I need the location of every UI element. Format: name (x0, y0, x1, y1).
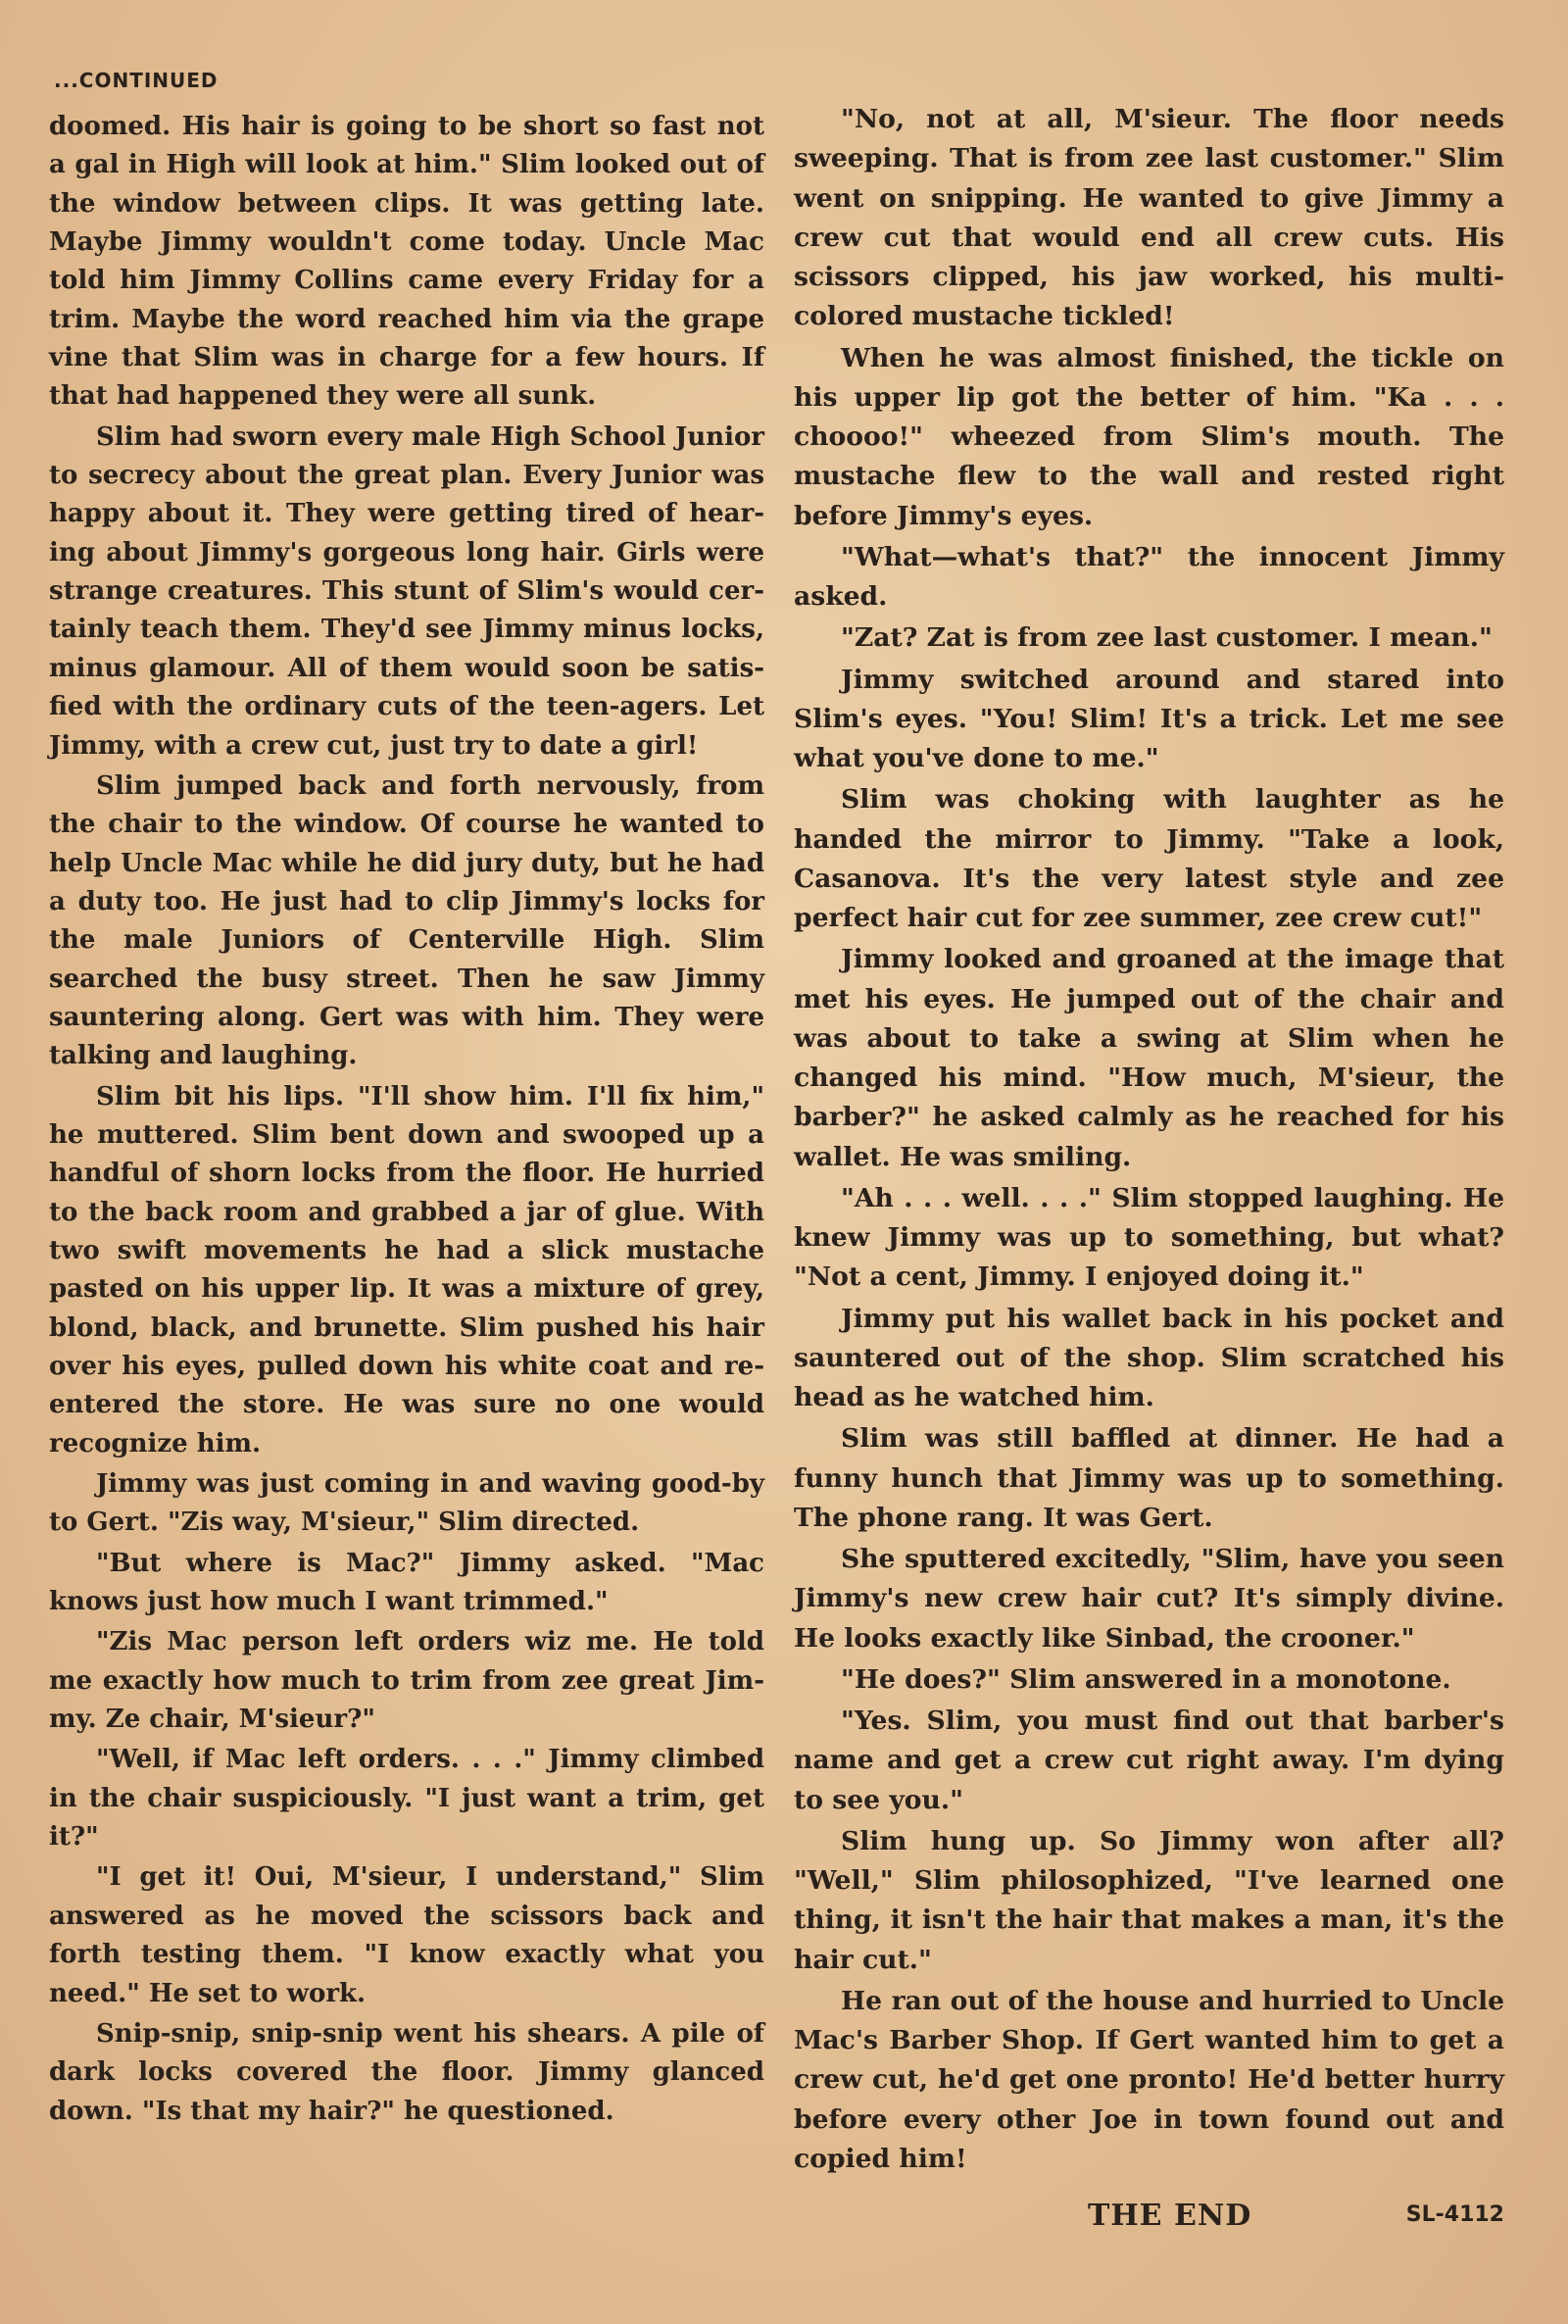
paragraph: "Yes. Slim, you must find out that barber's name and get a crew cut right away. I'm dying to see you." (794, 1706, 1504, 1815)
page-code: SL-4112 (1405, 2202, 1504, 2227)
paragraph: "Zis Mac person left orders wiz me. He told me exactly how much to trim from zee great Jimmy. Ze chair, M'sieur?" (49, 1627, 764, 1735)
paragraph: "I get it! Oui, M'sieur, I understand," Slim answered as he moved the scissors back and forth testing them. "I know exactly what you need." He set to work. (49, 1862, 764, 2008)
paragraph: "No, not at all, M'sieur. The floor needs sweeping. That is from zee last customer." Slim went on snipping. He wanted to give Jimmy a crew cut that would end all crew cuts. His scissors clipped, his jaw worked, his multi-colored mustache tickled! (794, 104, 1504, 332)
right-column (794, 100, 1504, 2179)
paragraph: Slim was still baffled at dinner. He had a funny hunch that Jimmy was up to something. The phone rang. It was Gert. (794, 1423, 1504, 1533)
paragraph: "What—what's that?" the innocent Jimmy asked. (794, 541, 1504, 612)
paragraph: Slim jumped back and forth nervously, from the chair to the window. Of course he wanted to help Uncle Mac while he did jury duty, but he had a duty too. He just had to clip Jimmy's locks for the male Juniors of Centerville High. Slim searched the busy street. Then he saw Jimmy sauntering along. Gert was with him. They were talking and laughing. (49, 770, 764, 1071)
paragraph: Jimmy was just coming in and waving good-by to Gert. "Zis way, M'sieur," Slim directed. (49, 1469, 764, 1538)
paragraph: When he was almost finished, the tickle on his upper lip got the better of him. "Ka . . . choooo!" wheezed from Slim's mouth. The mustache flew to the wall and rested right before Jimmy's eyes. (794, 342, 1504, 531)
paragraph: Jimmy switched around and stared into Slim's eyes. "You! Slim! It's a trick. Let me see what you've done to me." (794, 664, 1504, 773)
paragraph: Slim bit his lips. "I'll show him. I'll fix him," he muttered. Slim bent down and swooped up a handful of shorn locks from the floor. He hurried to the back room and grabbed a jar of glue. With two swift movements he had a slick mustache pasted on his upper lip. It was a mixture of grey, blond, black, and brunette. Slim pushed his hair over his eyes, pulled down his white coat and re-entered the store. He was sure no one would recognize him. (49, 1081, 764, 1459)
paragraph: She sputtered excitedly, "Slim, have you seen Jimmy's new crew hair cut? It's simply divine. He looks exactly like Sinbad, the crooner." (794, 1544, 1504, 1654)
paragraph: Jimmy put his wallet back in his pocket and sauntered out of the shop. Slim scratched his head as he watched him. (794, 1303, 1504, 1412)
paragraph: "Zat? Zat is from zee last customer. I mean." (841, 622, 1493, 654)
the-end-label: THE END (1088, 2199, 1252, 2233)
paragraph: Slim was choking with laughter as he handed the mirror to Jimmy. "Take a look, Casanova. It's the very latest style and zee perfect hair cut for zee summer, zee crew cut!" (794, 784, 1504, 933)
paragraph: Slim hung up. So Jimmy won after all? "Well," Slim philosophized, "I've learned one thing, it isn't the hair that makes a man, it's the hair cut." (794, 1825, 1504, 1975)
left-column (49, 108, 764, 2131)
paragraph: Snip-snip, snip-snip went his shears. A pile of dark locks covered the floor. Jimmy glanced down. "Is that my hair?" he questioned. (49, 2018, 764, 2126)
paragraph: Jimmy looked and groaned at the image that met his eyes. He jumped out of the chair and was about to take a swing at Slim when he changed his mind. "How much, M'sieur, the barber?" he asked calmly as he reached for his wallet. He was smiling. (794, 944, 1504, 1172)
paragraph: Slim had sworn every male High School Junior to secrecy about the great plan. Every Junior was happy about it. They were getting tired of hearing about Jimmy's gorgeous long hair. Girls were strange creatures. This stunt of Slim's would certainly teach them. They'd see Jimmy minus locks, minus glamour. All of them would soon be satisfied with the ordinary cuts of the teen-agers. Let Jimmy, with a crew cut, just try to date a girl! (49, 421, 764, 761)
paragraph: "He does?" Slim answered in a monotone. (841, 1663, 1451, 1695)
continued-label: ...CONTINUED (54, 69, 219, 92)
paragraph: doomed. His hair is going to be short so fast not a gal in High will look at him." Slim looked out of the window between clips. It was getting late. Maybe Jimmy wouldn't come today. Uncle Mac told him Jimmy Collins came every Friday for a trim. Maybe the word reached him via the grape vine that Slim was in charge for a few hours. If that had happened they were all sunk. (49, 112, 764, 412)
page-footer (794, 2199, 1504, 2242)
paragraph: "Well, if Mac left orders. . . ." Jimmy climbed in the chair suspiciously. "I just want a trim, get it?" (49, 1745, 764, 1853)
paragraph: "Ah . . . well. . . ." Slim stopped laughing. He knew Jimmy was up to something, but what? "Not a cent, Jimmy. I enjoyed doing it." (794, 1182, 1504, 1293)
paragraph: He ran out of the house and hurried to Uncle Mac's Barber Shop. If Gert wanted him to get a crew cut, he'd get one pronto! He'd better hurry before every other Joe in town found out and copied him! (794, 1985, 1504, 2174)
paragraph: "But where is Mac?" Jimmy asked. "Mac knows just how much I want trimmed." (49, 1548, 764, 1617)
